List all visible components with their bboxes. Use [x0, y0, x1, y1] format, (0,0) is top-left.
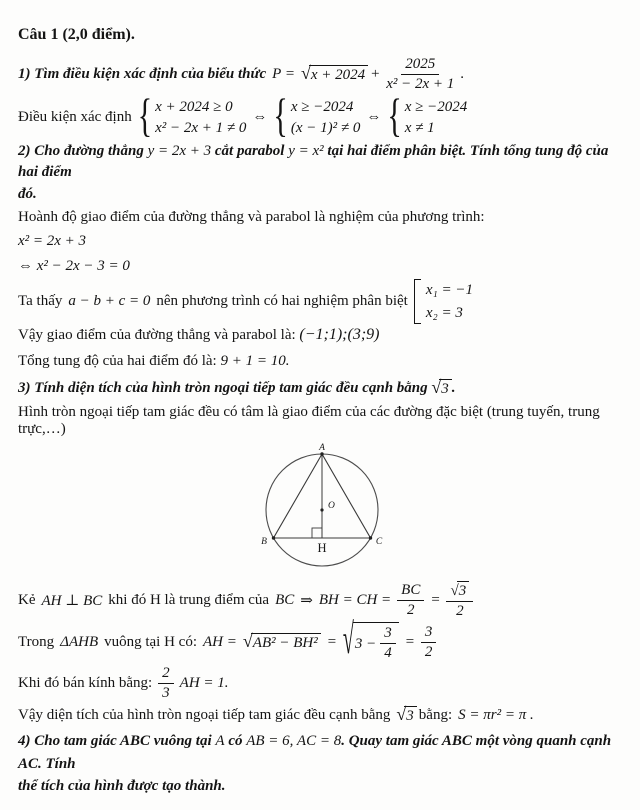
condition-row [18, 90, 626, 142]
abc-condition: a − b + c = 0 [68, 292, 151, 309]
conclusion-text2: bằng: [418, 707, 453, 723]
system-rows [405, 98, 468, 137]
side-lengths: AB = 6, AC = 8 [246, 733, 342, 749]
fraction-3-2 [421, 624, 437, 662]
part3-text: 3) Tính diện tích của hình tròn ngoại tiếp tam giác đều cạnh bằng [18, 379, 428, 396]
triangle-ahb: ΔAHB [60, 633, 99, 650]
inner-term: 3 − [354, 635, 377, 652]
roots-bracket-system [414, 279, 473, 324]
equation-2: ⇔ x² − 2x − 3 = 0 [18, 257, 130, 274]
system2-row2: (x − 1)² ≠ 0 [290, 119, 361, 136]
line-equation: y = 2x + 3 [147, 142, 212, 159]
radius-text: Khi đó bán kính bằng: [18, 674, 153, 691]
system3-row2: x ≠ 1 [404, 119, 435, 136]
period: . [460, 66, 465, 83]
fraction-numerator: BC [397, 582, 424, 601]
fraction-denominator: 4 [384, 645, 392, 662]
period: . [451, 379, 456, 396]
condition-label: Điều kiện xác định [18, 108, 132, 125]
right-angle-mark [312, 528, 322, 538]
fraction-denominator: 2 [424, 643, 433, 660]
equation-1: x² = 2x + 3 [18, 232, 87, 249]
part2-text1: 2) Cho đường thẳng [18, 142, 148, 159]
sqrt-3 [450, 581, 469, 600]
ke-text1: Kẻ [18, 591, 36, 608]
part4-statement [18, 730, 626, 798]
part2-statement [18, 141, 626, 206]
points-text: Vậy giao điểm của đường thẳng và parabol là: [18, 326, 300, 343]
sum-text: Tổng tung độ của hai điểm đó là: [18, 352, 221, 369]
system2-row1: x ≥ −2024 [290, 98, 354, 115]
part4-text3: . Quay tam giác ABC một vòng quanh cạnh AC. Tính [18, 733, 612, 772]
solution-intro: Hoành độ giao điểm của đường thẳng và parabol là nghiệm của phương trình: [18, 208, 485, 225]
fraction-numerator: 2 [158, 665, 174, 684]
geometry-svg [215, 440, 430, 574]
left-brace: { [137, 90, 153, 142]
radicand [353, 622, 399, 663]
radicand: 3 [404, 706, 417, 725]
left-brace: { [387, 90, 402, 142]
parabola-equation: y = x² [288, 142, 324, 159]
left-square-bracket [414, 279, 421, 324]
part4-text-line2: thể tích của hình được tạo thành. [18, 778, 226, 794]
sum-value: 9 + 1 = 10. [220, 352, 290, 369]
vertex-a: A [215, 733, 225, 749]
sqrt-3-minus-3-4 [342, 616, 399, 664]
implies-arrow: ⇒ [300, 592, 313, 609]
radical-sign: √ [242, 630, 253, 651]
trong-text1: Trong [18, 633, 55, 650]
radical-sign: √ [342, 616, 354, 664]
sqrt-ab2-bh2 [242, 630, 321, 652]
sqrt-3 [431, 376, 451, 398]
iff-arrow: ⇔ [366, 108, 382, 125]
triangle-ahb-row [18, 616, 626, 664]
plus-sign: + [370, 66, 381, 83]
ah-perp-bc: AH ⊥ BC [41, 592, 103, 609]
part1-statement: 1) Tìm điều kiện xác định của biểu thức [18, 66, 267, 83]
label-h: H [316, 540, 327, 555]
radical-sign: √ [450, 582, 459, 599]
radical-sign: √ [396, 704, 407, 724]
conclusion-text1: Vậy diện tích của hình tròn ngoại tiếp tam giác đều cạnh bằng [18, 707, 391, 723]
fraction-denominator: 3 [162, 684, 170, 701]
equals-sign: = [326, 633, 337, 650]
system3-row1: x ≥ −2024 [404, 98, 468, 115]
label-c: C [375, 536, 382, 547]
root-2: x₂ = 3 [425, 304, 463, 321]
root-1: x₁ = −1 [425, 281, 473, 298]
vertex-dot-b [271, 536, 274, 539]
part2-text3: tại hai điểm phân biệt. Tính tổng tung độ của hai điểm [18, 142, 609, 181]
circle-triangle-figure [18, 440, 626, 579]
area-formula: S = πr² = π . [458, 707, 534, 723]
vertex-dot-c [368, 536, 371, 539]
ke-text2: khi đó H là trung điểm của [108, 591, 270, 608]
fraction-numerator: 3 [421, 624, 437, 643]
fraction-3-4 [380, 625, 396, 663]
left-brace: { [273, 90, 288, 142]
roots-rows [426, 279, 473, 324]
fraction-2025 [386, 56, 454, 94]
sqrt-x-2024 [301, 65, 368, 84]
part4-text1: 4) Cho tam giác ABC vuông tại [18, 733, 216, 749]
radical-sign: √ [300, 63, 311, 84]
part2-text-line2: đó. [18, 186, 37, 202]
label-a: A [318, 442, 325, 453]
fraction-2-3 [158, 665, 174, 703]
bc-segment: BC [275, 591, 295, 608]
fraction-numerator: 2025 [401, 56, 439, 75]
label-b: B [260, 536, 267, 547]
fraction-numerator [446, 581, 473, 602]
ah-equals: AH = [203, 633, 237, 650]
system-2 [273, 90, 361, 142]
intersection-points: (−1;1);(3;9) [299, 325, 380, 343]
label-o: O [327, 500, 335, 511]
system1-row2: x² − 2x + 1 ≠ 0 [155, 119, 247, 136]
trong-text2: vuông tại H có: [104, 633, 198, 650]
fraction-denominator: 2 [406, 601, 415, 618]
system-1 [137, 90, 247, 142]
part4-text2: có [224, 733, 247, 749]
ah-equals-1: AH = 1. [179, 674, 229, 691]
roots-row [18, 279, 626, 324]
part2-text2: cắt parabol [211, 142, 289, 159]
part1-statement-row [18, 56, 626, 94]
bh-ch-equals: BH = CH = [318, 591, 392, 608]
sum-conclusion [18, 353, 626, 370]
system-3 [387, 90, 468, 142]
system-rows [155, 98, 246, 137]
fraction-denominator: 2 [456, 602, 464, 619]
points-conclusion [18, 326, 626, 344]
question-title: Câu 1 (2,0 điểm). [18, 26, 135, 43]
fraction-sqrt3-2 [446, 581, 473, 620]
radicand: 3 [439, 379, 452, 398]
radicand: AB² − BH² [251, 633, 321, 652]
radicand: 3 [457, 581, 470, 600]
iff-arrow: ⇔ [252, 108, 268, 125]
radicand: x + 2024 [309, 65, 368, 84]
radical-sign: √ [431, 376, 442, 397]
system1-row1: x + 2024 ≥ 0 [155, 98, 233, 115]
fraction-numerator: 3 [380, 625, 396, 644]
roots-text2: nên phương trình có hai nghiệm phân biệt [156, 292, 408, 309]
fraction-bc-2 [397, 582, 424, 620]
part3-statement [18, 376, 626, 398]
equals-sign: = [404, 633, 415, 650]
p-equals: P = [272, 66, 295, 83]
center-dot-o [320, 508, 323, 511]
system-rows [291, 98, 361, 137]
equals-sign: = [430, 591, 441, 608]
sqrt-3 [396, 706, 416, 725]
roots-text1: Ta thấy [18, 292, 63, 309]
perpendicular-row [18, 581, 626, 620]
radius-row [18, 665, 626, 703]
circumcenter-note: Hình tròn ngoại tiếp tam giác đều có tâm là giao điểm của các đường đặc biệt (trung tuyến, trung trực,…) [18, 403, 600, 437]
area-conclusion-row [18, 706, 626, 725]
fraction-denominator: x² − 2x + 1 [386, 76, 455, 93]
